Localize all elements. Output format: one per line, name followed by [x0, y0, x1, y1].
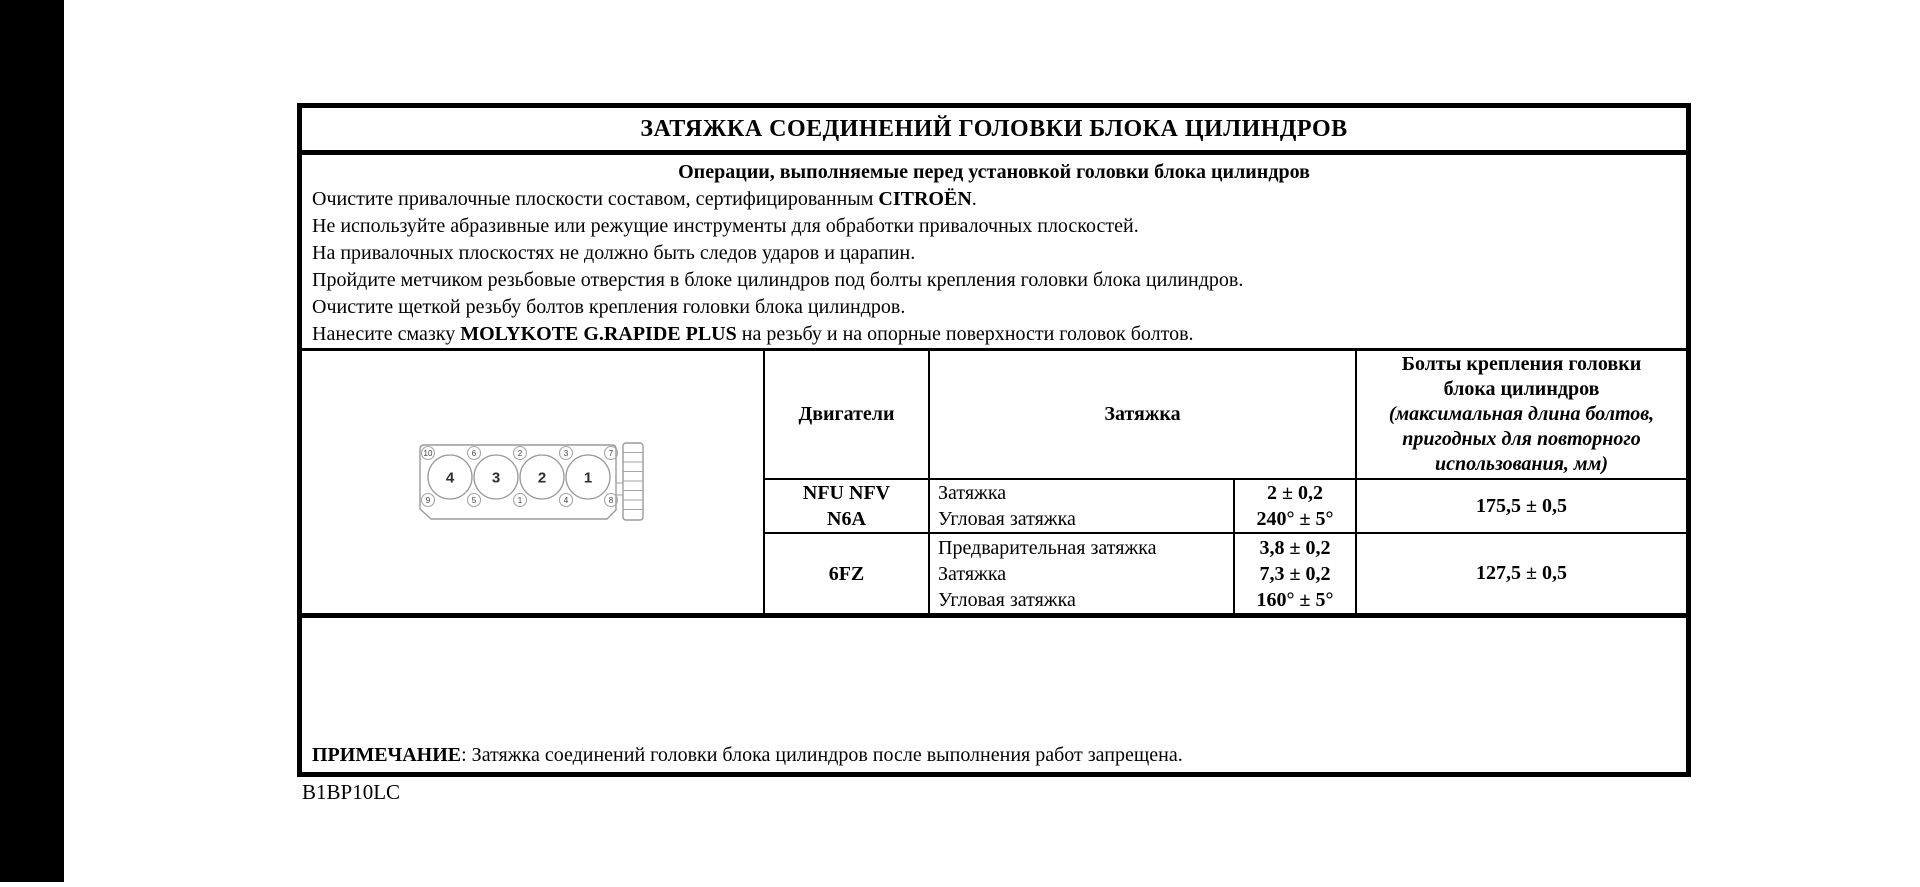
- tightening-values: 3,8 ± 0,2 7,3 ± 0,2 160° ± 5°: [1235, 534, 1357, 613]
- svg-text:9: 9: [425, 495, 431, 505]
- document-frame: [297, 103, 1691, 777]
- intro-section: [302, 155, 1686, 351]
- scan-edge-bar: [0, 0, 64, 882]
- svg-text:2: 2: [517, 448, 523, 458]
- title-row: [302, 108, 1686, 155]
- svg-text:1: 1: [583, 469, 593, 487]
- intro-line: На привалочных плоскостях не должно быть следов ударов и царапин.: [312, 242, 916, 264]
- header-engines: Двигатели: [765, 351, 930, 480]
- svg-text:3: 3: [491, 469, 501, 487]
- header-bolts: Болты крепления головки блока цилиндров (максимальная длина болтов, пригодных для повторного использования, мм): [1357, 351, 1686, 480]
- engine-name-6fz: 6FZ: [765, 534, 930, 613]
- bolt-max-length: 127,5 ± 0,5: [1476, 562, 1567, 584]
- intro-line: Нанесите смазку MOLYKOTE G.RAPIDE PLUS на резьбу и на опорные поверхности головок болтов.: [312, 323, 1194, 345]
- svg-text:8: 8: [608, 495, 614, 505]
- svg-text:5: 5: [471, 495, 477, 505]
- page-title: ЗАТЯЖКА СОЕДИНЕНИЙ ГОЛОВКИ БЛОКА ЦИЛИНДРОВ: [640, 115, 1348, 142]
- svg-text:7: 7: [608, 448, 614, 458]
- svg-text:6: 6: [471, 448, 477, 458]
- note-text: : Затяжка соединений головки блока цилиндров после выполнения работ запрещена.: [461, 744, 1183, 766]
- torque-spec-table: [302, 351, 1686, 618]
- tightening-steps: Затяжка Угловая затяжка: [930, 480, 1235, 534]
- figure-code: B1BP10LC: [302, 780, 401, 804]
- svg-text:10: 10: [423, 448, 433, 458]
- note-label: ПРИМЕЧАНИЕ: [312, 744, 462, 766]
- svg-text:1: 1: [517, 495, 523, 505]
- note-area: [302, 618, 1686, 772]
- note-line: [312, 744, 1183, 767]
- svg-text:3: 3: [563, 448, 569, 458]
- intro-line: Очистите привалочные плоскости составом, сертифицированным CITROËN.: [312, 188, 977, 210]
- svg-text:4: 4: [445, 469, 455, 487]
- tightening-values: 2 ± 0,2 240° ± 5°: [1235, 480, 1357, 534]
- intro-line: Не используйте абразивные или режущие инструменты для обработки привалочных плоскостей.: [312, 215, 1139, 237]
- tightening-steps: Предварительная затяжка Затяжка Угловая затяжка: [930, 534, 1235, 613]
- intro-heading: Операции, выполняемые перед установкой головки блока цилиндров: [678, 161, 1310, 183]
- intro-line: Пройдите метчиком резьбовые отверстия в блоке цилиндров под болты крепления головки блока цилиндров.: [312, 269, 1244, 291]
- intro-line: Очистите щеткой резьбу болтов крепления головки блока цилиндров.: [312, 296, 906, 318]
- header-tightening: Затяжка: [930, 351, 1357, 480]
- bolt-max-length: 175,5 ± 0,5: [1357, 480, 1686, 534]
- svg-text:4: 4: [563, 495, 569, 505]
- svg-text:2: 2: [537, 469, 547, 487]
- engine-name-nfu-nfv-n6a: NFU NFV N6A: [765, 480, 930, 534]
- head-gasket-drawing: [415, 436, 650, 528]
- cylinder-head-diagram: [302, 351, 765, 613]
